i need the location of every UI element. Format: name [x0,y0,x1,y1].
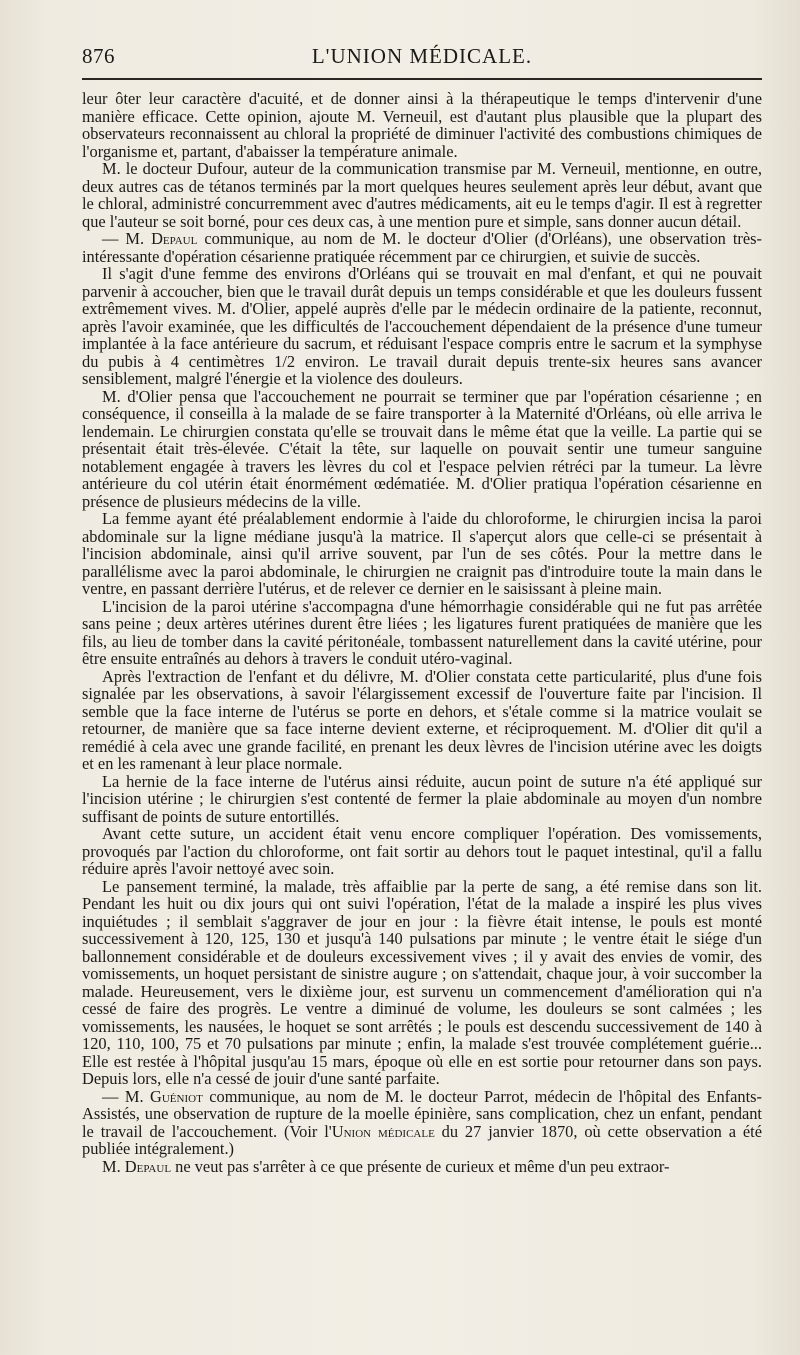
page-number: 876 [82,44,115,68]
page-header [82,44,762,74]
paragraph-13-text: ne veut pas s'arrêter à ce que présente de curieux et même d'un peu extraor- [175,1156,670,1176]
speaker-name: — M. Guéniot [102,1086,203,1106]
article-body [82,90,762,1175]
paragraph-3-text: communique, au nom de M. le docteur d'Olier (d'Orléans), une observation très-intéressante d'opération césarienne pratiquée récemment par ce chirurgien, et suivie de succès. [82,229,763,266]
journal-reference: Union médicale [331,1121,435,1141]
paragraph-5: M. d'Olier pensa que l'accouchement ne pourrait se terminer que par l'opération césarienne ; en conséquence, il conseilla à la malade de se faire transporter à la Maternité d'Orléans, où elle arriva le lendemain. Le chirurgien constata qu'elle se trouvait dans le même état que la veille. La partie qui se présentait était très-élevée. C'était la tête, sur laquelle on pouvait sentir une tumeur sanguine notablement engagée à travers les lèvres du col et l'espace pelvien rétréci par la tumeur. La lèvre antérieure du col utérin était énormément œdématiée. M. d'Olier pratiqua l'opération césarienne en présence de plusieurs médecins de la ville. [82,386,762,511]
paragraph-12 [82,1088,762,1158]
paragraph-4: Il s'agit d'une femme des environs d'Orléans qui se trouvait en mal d'enfant, et qui ne pouvait parvenir à accoucher, bien que le travail durât depuis un temps considérable et que les douleurs fussent extrêmement vives. M. d'Olier, appelé auprès d'elle par le médecin ordinaire de la patiente, reconnut, après l'avoir examinée, que les difficultés de l'accouchement dépendaient de la présence d'une tumeur implantée à la face antérieure du sacrum, et réduisant l'espace compris entre le sacrum et la symphyse du pubis à 4 centimètres 1/2 environ. Le travail durait depuis trente-six heures sans avancer sensiblement, malgré l'énergie et la violence des douleurs. [82,264,762,388]
paragraph-2: M. le docteur Dufour, auteur de la communication transmise par M. Verneuil, mentionne, en outre, deux autres cas de tétanos terminés par la mort quelques heures seulement après leur début, avant que le chloral, administré concurremment avec d'autres médicaments, ait eu le temps d'agir. Il est à regretter que l'auteur se soit borné, pour ces deux cas, à une mention pure et simple, sans donner aucun détail. [82,159,762,231]
paragraph-12-text: communique, au nom de M. le docteur Parrot, médecin de l'hôpital des Enfants-Assistés, une observation de rupture de la moelle épinière, sans complication, chez un enfant, pendant le travail de l'accouchement. (Voir l' [82,1086,762,1141]
paragraph-10: Avant cette suture, un accident était venu encore compliquer l'opération. Des vomissements, provoqués par l'action du chloroforme, ont fait sortir au dehors tout le paquet intestinal, qu'il a fallu réduire après l'avoir nettoyé avec soin. [82,824,762,878]
running-title: L'UNION MÉDICALE. [311,44,533,68]
paragraph-9: La hernie de la face interne de l'utérus ainsi réduite, aucun point de suture n'a été appliqué sur l'incision utérine ; le chirurgien s'est contenté de fermer la plaie abdominale au moyen d'un nombre suffisant de points de suture entortillés. [82,771,762,826]
paragraph-13 [82,1158,762,1176]
paragraph-6: La femme ayant été préalablement endormie à l'aide du chloroforme, le chirurgien incisa la paroi abdominale sur la ligne médiane jusqu'à la matrice. Il s'aperçut alors que celle-ci se présentait à l'incision abdominale, ainsi qu'il arrive souvent, par l'un de ses côtés. Pour la mettre dans le parallélisme avec la paroi abdominale, le chirurgien ne craignit pas d'introduire toute la main dans le ventre, en passant derrière l'utérus, et de relever ce dernier en le saisissant à pleine main. [82,509,762,598]
paragraph-7: L'incision de la paroi utérine s'accompagna d'une hémorrhagie considérable qui ne fut pas arrêtée sans peine ; deux artères utérines durent être liées ; les ligatures furent pratiquées de manière que les fils, au lieu de tomber dans la cavité péritonéale, tombassent naturellement dans la cavité utérine, pour être ensuite entraînés au dehors à travers le conduit utéro-vaginal. [82,596,762,668]
journal-reference-tail: du 27 janvier 1870, où cette observation a été publiée intégralement.) [82,1121,762,1158]
paragraph-3 [82,230,762,265]
paragraph-8: Après l'extraction de l'enfant et du délivre, M. d'Olier constata cette particularité, plus d'une fois signalée par les observations, à savoir l'élargissement excessif de l'ouverture faite par l'incision. Il semble que la face interne de l'utérus se porte en dehors, et s'étale comme si la matrice voulait se retourner, de manière que sa face interne devient externe, et réciproquement. M. d'Olier dit qu'il a remédié à cela avec une grande facilité, en prenant les deux lèvres de l'incision utérine avec les doigts et en les ramenant à leur place normale. [82,666,762,773]
paragraph-1: leur ôter leur caractère d'acuité, et de donner ainsi à la thérapeutique le temps d'intervenir d'une manière efficace. Cette opinion, ajoute M. Verneuil, est d'autant plus plausible que la plupart des observateurs reconnaissent au chloral la propriété de diminuer l'activité des combustions chimiques de l'organisme et, partant, d'abaisser la température animale. [82,89,762,161]
speaker-name: — M. Depaul [102,229,198,248]
speaker-name: M. Depaul [102,1156,172,1176]
paragraph-11: Le pansement terminé, la malade, très affaiblie par la perte de sang, a été remise dans son lit. Pendant les huit ou dix jours qui ont suivi l'opération, l'état de la malade a inspiré les plus vives inquiétudes ; il semblait s'aggraver de jour en jour : la fièvre était intense, le pouls est monté successivement à 120, 125, 130 et jusqu'à 140 pulsations par minute ; le ventre était le siége d'un ballonnement considérable et de douleurs excessivement vives ; il y avait des envies de vomir, des vomissements, un hoquet persistant de sinistre augure ; on s'attendait, chaque jour, à voir succomber la malade. Heureusement, vers le dixième jour, est survenu un commencement d'amélioration qui n'a cessé de faire des progrès. Le ventre a diminué de volume, les douleurs se sont calmées ; les vomissements, les nausées, le hoquet se sont arrêtés ; le pouls est descendu successivement de 140 à 120, 110, 100, 75 et 70 pulsations par minute ; enfin, la malade s'est trouvée complétement guérie... Elle est restée à l'hôpital jusqu'au 15 mars, époque où elle en est sortie pour retourner dans son pays. Depuis lors, elle n'a cessé de jouir d'une santé parfaite. [82,876,762,1088]
header-rule [82,78,762,80]
